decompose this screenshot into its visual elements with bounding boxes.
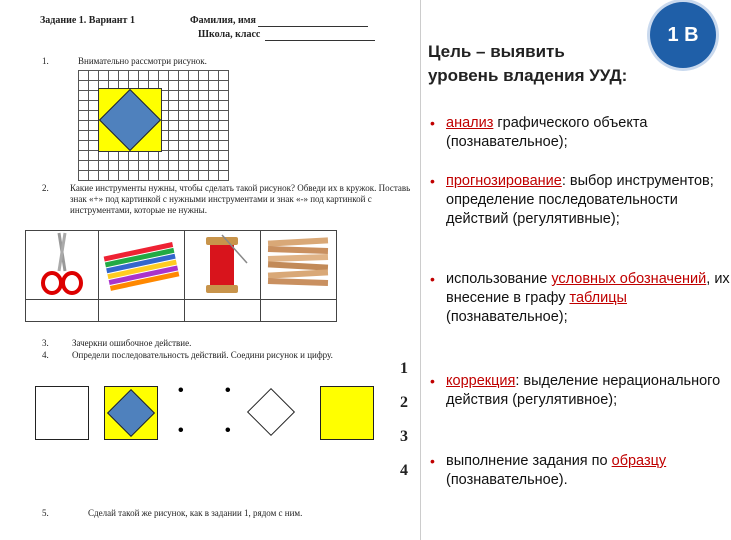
tool-cell <box>260 231 336 321</box>
tool-cell <box>184 231 261 321</box>
bullet-highlight: образцу <box>611 453 667 469</box>
paper-stack-icon <box>264 233 332 297</box>
q1-text: Внимательно рассмотри рисунок. <box>78 56 207 66</box>
step-outline-diamond <box>245 386 297 438</box>
q4-text: Определи последовательность действий. Соедини рисунок и цифру. <box>72 350 333 360</box>
bullet-highlight-2: таблицы <box>569 290 627 306</box>
step-blue-diamond <box>107 389 155 437</box>
bullet-highlight: анализ <box>446 115 494 131</box>
bullet-analysis <box>430 114 731 152</box>
tools-table <box>25 230 337 322</box>
bullet-text: использование <box>446 271 552 287</box>
answer-row <box>26 299 336 300</box>
name-line <box>258 26 368 27</box>
q2-text: Какие инструменты нужны, чтобы сделать такой рисунок? Обведи их в кружок. Поставь знак «+» под картинкой с нужными инструментами и знак «-» под картинкой с инструментами, которые не нужны. <box>70 183 411 215</box>
dot-mark: • <box>178 382 184 399</box>
bullet-correction <box>430 372 731 410</box>
goal-line-1: Цель – выявить <box>428 42 565 61</box>
step-yellow-square-diamond <box>104 386 158 440</box>
pencils-icon <box>101 239 181 289</box>
bullet-highlight: коррекция <box>446 373 516 389</box>
tool-cell <box>98 231 185 321</box>
dot-mark: • <box>225 382 231 399</box>
bullet-text: : выбор инструментов; определение последовательности действий (регулятивные); <box>446 173 714 227</box>
dot-mark: • <box>178 422 184 439</box>
bullet-text: (познавательное). <box>446 472 568 488</box>
q1-number: 1. <box>42 56 49 66</box>
step-yellow-square <box>320 386 374 440</box>
school-line <box>265 40 375 41</box>
bullet-text: выполнение задания по <box>446 453 612 469</box>
bullet-text: : выделение нерационального действия (регулятивное); <box>446 373 721 408</box>
q5-number: 5. <box>42 508 49 518</box>
bullet-forecasting <box>430 172 731 229</box>
bullet-text: графического объекта (познавательное); <box>446 115 648 150</box>
q4-number: 4. <box>42 350 49 360</box>
seq-number-3: 3 <box>400 428 408 445</box>
bullet-text: , их внесение в графу <box>446 271 730 306</box>
thread-spool-icon <box>192 233 252 297</box>
scissors-icon <box>32 233 92 299</box>
bullet-symbols <box>430 270 731 327</box>
worksheet-school-label: Школа, класс <box>198 29 261 40</box>
bullet-text: (познавательное); <box>446 309 568 325</box>
goal-line-2: уровень владения УУД: <box>428 66 628 85</box>
dot-mark: • <box>225 422 231 439</box>
q5-text: Сделай такой же рисунок, как в задании 1, рядом с ним. <box>88 508 303 518</box>
outline-diamond <box>247 388 295 436</box>
worksheet-name-label: Фамилия, имя <box>190 15 256 26</box>
bullet-highlight: условных обозначений <box>551 271 707 287</box>
q2-number: 2. <box>42 183 49 193</box>
bullet-sample <box>430 452 731 490</box>
bullet-highlight: прогнозирование <box>446 173 562 189</box>
goal-heading <box>428 40 668 88</box>
q3-text: Зачеркни ошибочное действие. <box>72 338 192 348</box>
seq-number-4: 4 <box>400 462 408 479</box>
tool-cell <box>26 231 99 321</box>
step-empty-square <box>35 386 89 440</box>
seq-number-2: 2 <box>400 394 408 411</box>
worksheet-task-title: Задание 1. Вариант 1 <box>40 15 135 26</box>
variant-badge: 1 В <box>650 2 716 68</box>
seq-number-1: 1 <box>400 360 408 377</box>
q3-number: 3. <box>42 338 49 348</box>
